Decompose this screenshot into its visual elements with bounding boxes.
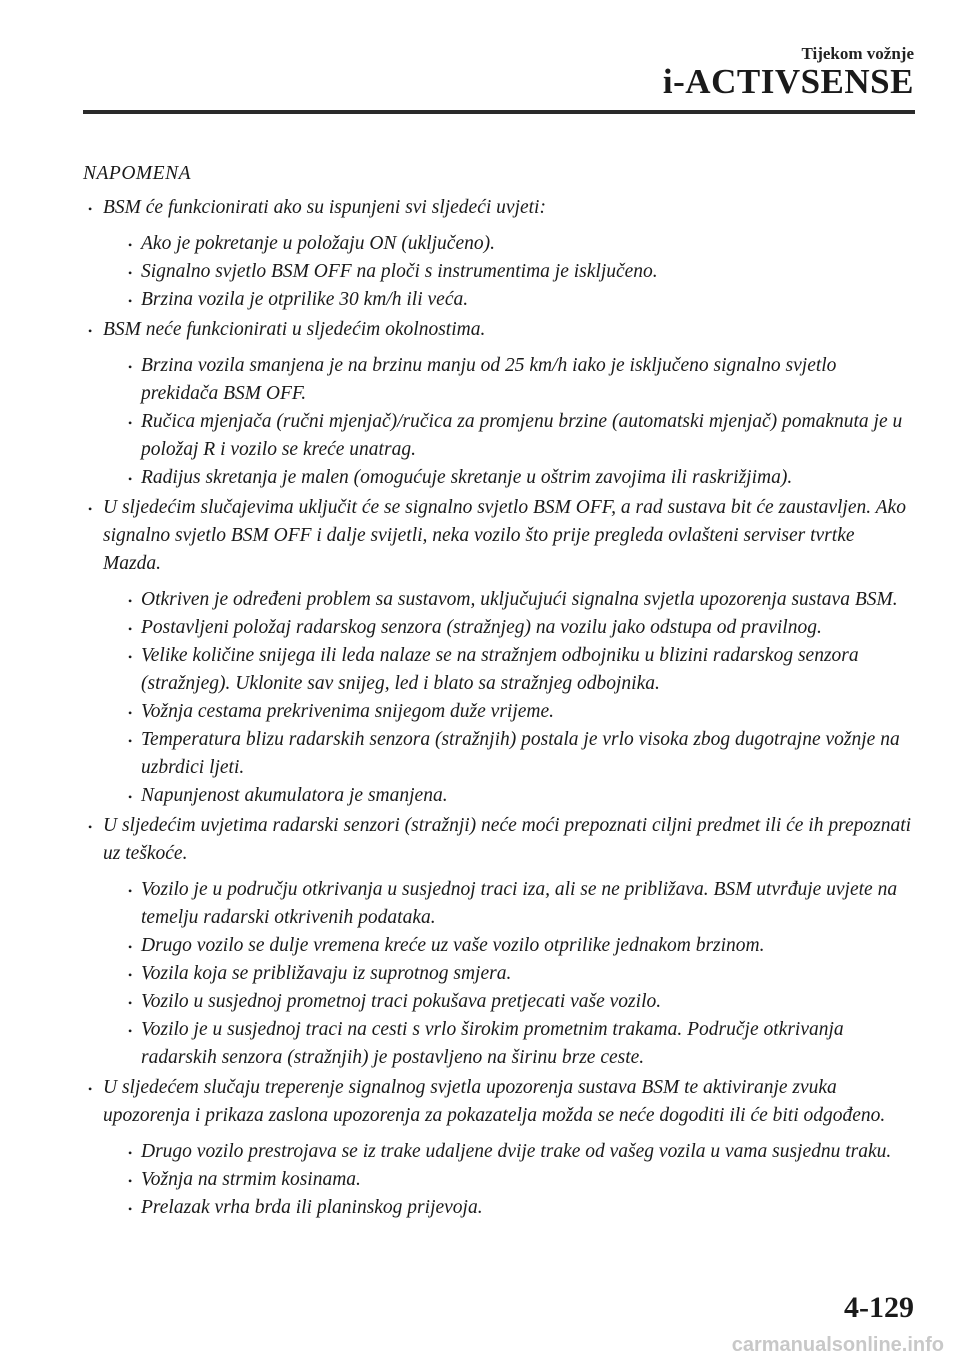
note-subitem-text: • Radijus skretanja je malen (omogućuje skretanje u oštrim zavojima ili raskrižjima). bbox=[141, 464, 915, 492]
note-title: NAPOMENA bbox=[83, 163, 191, 184]
note-subitem-text: • Ako je pokretanje u položaju ON (uključeno). bbox=[141, 230, 915, 258]
note-subitem bbox=[103, 1138, 915, 1166]
note-item bbox=[83, 316, 915, 492]
note-subitem bbox=[103, 698, 915, 726]
note-subitem-text: • Vožnja cestama prekrivenima snijegom duže vrijeme. bbox=[141, 698, 915, 726]
note-subitem-text: • Drugo vozilo se dulje vremena kreće uz vaše vozilo otprilike jednakom brzinom. bbox=[141, 932, 915, 960]
note-subitem-text: • Vozila koja se približavaju iz suprotnog smjera. bbox=[141, 960, 915, 988]
note-subitem bbox=[103, 960, 915, 988]
note-sublist bbox=[103, 586, 915, 810]
note-subitem bbox=[103, 230, 915, 258]
note-subitem-text: • Vožnja na strmim kosinama. bbox=[141, 1166, 915, 1194]
header-divider bbox=[83, 110, 915, 114]
note-item-text: • U sljedećim slučajevima uključit će se signalno svjetlo BSM OFF, a rad sustava bit će zaustavljen. Ako signalno svjetlo BSM OFF i dalje svijetli, neka vozilo što prije pregleda ovlašteni serviser tvrtke Mazda. bbox=[103, 494, 915, 578]
note-subitem bbox=[103, 782, 915, 810]
note-subitem bbox=[103, 1016, 915, 1072]
note-sublist bbox=[103, 1138, 915, 1222]
note-subitem-text: • Prelazak vrha brda ili planinskog prijevoja. bbox=[141, 1194, 915, 1222]
note-subitem bbox=[103, 586, 915, 614]
note-subitem-text: • Postavljeni položaj radarskog senzora (stražnjeg) na vozilu jako odstupa od pravilnog. bbox=[141, 614, 915, 642]
note-list bbox=[83, 194, 915, 1222]
note-subitem bbox=[103, 932, 915, 960]
note-item-text: • BSM neće funkcionirati u sljedećim okolnostima. bbox=[103, 316, 915, 344]
note-subitem-text: • Brzina vozila je otprilike 30 km/h ili veća. bbox=[141, 286, 915, 314]
note-item bbox=[83, 194, 915, 314]
note-subitem-text: • Vozilo je u susjednoj traci na cesti s vrlo širokim prometnim trakama. Područje otkrivanja radarskih senzora (stražnjih) je postavljeno na širinu brze ceste. bbox=[141, 1016, 915, 1072]
note-subitem-text: • Otkriven je određeni problem sa sustavom, uključujući signalna svjetla upozorenja sustava BSM. bbox=[141, 586, 915, 614]
note-item bbox=[83, 494, 915, 810]
chapter-title: i-ACTIVSENSE bbox=[662, 62, 914, 101]
note-sublist bbox=[103, 876, 915, 1072]
note-subitem bbox=[103, 286, 915, 314]
note-subitem-text: • Signalno svjetlo BSM OFF na ploči s instrumentima je isključeno. bbox=[141, 258, 915, 286]
note-subitem bbox=[103, 614, 915, 642]
note-subitem-text: • Drugo vozilo prestrojava se iz trake udaljene dvije trake od vašeg vozila u vama susjednu traku. bbox=[141, 1138, 915, 1166]
note-subitem-text: • Velike količine snijega ili leda nalaze se na stražnjem odbojniku u blizini radarskog senzora (stražnjeg). Uklonite sav snijeg, led i blato sa stražnjeg odbojnika. bbox=[141, 642, 915, 698]
note-subitem-text: • Brzina vozila smanjena je na brzinu manju od 25 km/h iako je isključeno signalno svjetlo prekidača BSM OFF. bbox=[141, 352, 915, 408]
note-subitem bbox=[103, 258, 915, 286]
note-subitem-text: • Napunjenost akumulatora je smanjena. bbox=[141, 782, 915, 810]
note-subitem bbox=[103, 352, 915, 408]
note-item-text: • U sljedećim uvjetima radarski senzori (stražnji) neće moći prepoznati ciljni predmet ili će ih prepoznati uz teškoće. bbox=[103, 812, 915, 868]
note-item bbox=[83, 1074, 915, 1222]
note-subitem bbox=[103, 642, 915, 698]
section-label: Tijekom vožnje bbox=[801, 44, 914, 63]
note-subitem bbox=[103, 408, 915, 464]
note-item bbox=[83, 812, 915, 1072]
watermark: carmanualsonline.info bbox=[731, 1334, 944, 1356]
note-item-text: • U sljedećem slučaju treperenje signalnog svjetla upozorenja sustava BSM te aktiviranje zvuka upozorenja i prikaza zaslona upozorenja za pokazatelja možda se neće dogoditi ili će biti odgođeno. bbox=[103, 1074, 915, 1130]
note-subitem bbox=[103, 876, 915, 932]
note-sublist bbox=[103, 230, 915, 314]
note-subitem bbox=[103, 988, 915, 1016]
note-subitem-text: • Ručica mjenjača (ručni mjenjač)/ručica za promjenu brzine (automatski mjenjač) pomaknuta je u položaj R i vozilo se kreće unatrag. bbox=[141, 408, 915, 464]
note-subitem bbox=[103, 1194, 915, 1222]
note-block bbox=[83, 160, 915, 1222]
note-subitem bbox=[103, 1166, 915, 1194]
page-number: 4-129 bbox=[844, 1291, 914, 1324]
note-sublist bbox=[103, 352, 915, 492]
note-subitem bbox=[103, 464, 915, 492]
note-subitem bbox=[103, 726, 915, 782]
note-subitem-text: • Temperatura blizu radarskih senzora (stražnjih) postala je vrlo visoka zbog dugotrajne vožnje na uzbrdici ljeti. bbox=[141, 726, 915, 782]
note-subitem-text: • Vozilo u susjednoj prometnoj traci pokušava pretjecati vaše vozilo. bbox=[141, 988, 915, 1016]
note-subitem-text: • Vozilo je u području otkrivanja u susjednoj traci iza, ali se ne približava. BSM utvrđuje uvjete na temelju radarski otkrivenih podataka. bbox=[141, 876, 915, 932]
note-item-text: • BSM će funkcionirati ako su ispunjeni svi sljedeći uvjeti: bbox=[103, 194, 915, 222]
